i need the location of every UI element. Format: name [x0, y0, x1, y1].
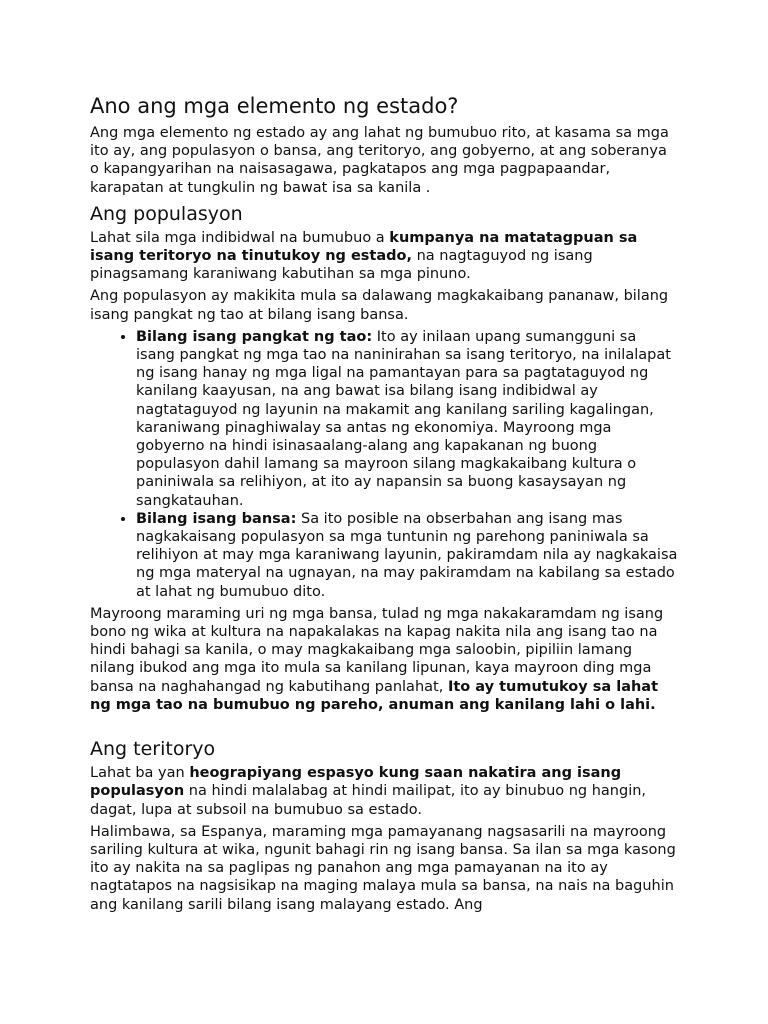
list-item: • Bilang isang pangkat ng tao: Ito ay inilaan upang sumangguni sa isang pangkat ng mga tao na naninirahan sa isang teritoryo, na inilalapat ng isang hanay ng mga ligal na pamantayan para sa pagtataguyod ng kanilang kaayusan, na ang bawat isa bilang isang indibidwal ay nagtataguyod ng layunin na makamit ang kanilang sariling kagalingan, karaniwang pinaghiwalay sa antas ng ekonomiya. Mayroong mga gobyerno na hindi isinasaalang-alang ang kapakanan ng buong populasyon dahil lamang sa mayroon silang magkakaibang kultura o paniniwala sa relihiyon, at ito ay napansin sa buong kasaysayan ng sangkatauhan.	[136, 328, 678, 510]
section-heading-teritoryo: Ang teritoryo	[90, 738, 216, 761]
list-item: • Bilang isang bansa: Sa ito posible na obserbahan ang isang mas nagkakaisang populasyon sa mga tuntunin ng parehong paniniwala sa relihiyon at may mga karaniwang layunin, pakiramdam nila ay nagkakaisa ng mga materyal na ugnayan, na may pakiramdam na kabilang sa estado at lahat ng bumubuo dito.	[136, 510, 678, 601]
populasyon-paragraph-1: Lahat sila mga indibidwal na bumubuo a kumpanya na matatagpuan sa isang teritoryo na tinutukoy ng estado, na nagtaguyod ng isang pinagsamang karaniwang kabutihan sa mga pinuno.	[90, 229, 638, 283]
populasyon-paragraph-3: Mayroong maraming uri ng mga bansa, tulad ng mga nakakaramdam ng isang bono ng wika at kultura na napakalakas na kapag nakita nila ang isang tao na hindi bahagi sa kanila, o may magkakaibang mga saloobin, pipiliin lamang nilang ibukod ang mga ito mula sa kanilang lipunan, kaya mayroon ding mga bansa na naghahangad ng kabutihang panlahat, Ito ay tumutukoy sa lahat ng mga tao na bumubuo ng pareho, anuman ang kanilang lahi o lahi.	[90, 605, 664, 713]
teritoryo-paragraph-2: Halimbawa, sa Espanya, maraming mga pamayanang nagsasarili na mayroong sariling kultura at wika, ngunit bahagi rin ng isang bansa. Sa ilan sa mga kasong ito ay nakita na sa paglipas ng panahon ang mga pamayanan na ito ay nagtatapos na nagsisikap na maging malaya mula sa bansa, na nais na baguhin ang kanilang sarili bilang isang malayang estado. Ang	[90, 823, 676, 913]
page-title: Ano ang mga elemento ng estado?	[90, 94, 459, 118]
teritoryo-paragraph-1: Lahat ba yan heograpiyang espasyo kung saan nakatira ang isang populasyon na hindi malalabag at hindi mailipat, ito ay binubuo ng hangin, dagat, lupa at subsoil na bumubuo sa estado.	[90, 765, 647, 818]
populasyon-paragraph-2: Ang populasyon ay makikita mula sa dalawang magkakaibang pananaw, bilang isang pangkat ng tao at bilang isang bansa.	[90, 288, 669, 323]
section-heading-populasyon: Ang populasyon	[90, 202, 243, 225]
populasyon-bullet-list	[90, 328, 678, 601]
intro-paragraph: Ang mga elemento ng estado ay ang lahat ng bumubuo rito, at kasama sa mga ito ay, ang populasyon o bansa, ang teritoryo, ang gobyerno, at ang soberanya o kapangyarihan na naisasagawa, pagkatapos ang mga pagpapaandar, karapatan at tungkulin ng bawat isa sa kanila .	[90, 125, 669, 196]
